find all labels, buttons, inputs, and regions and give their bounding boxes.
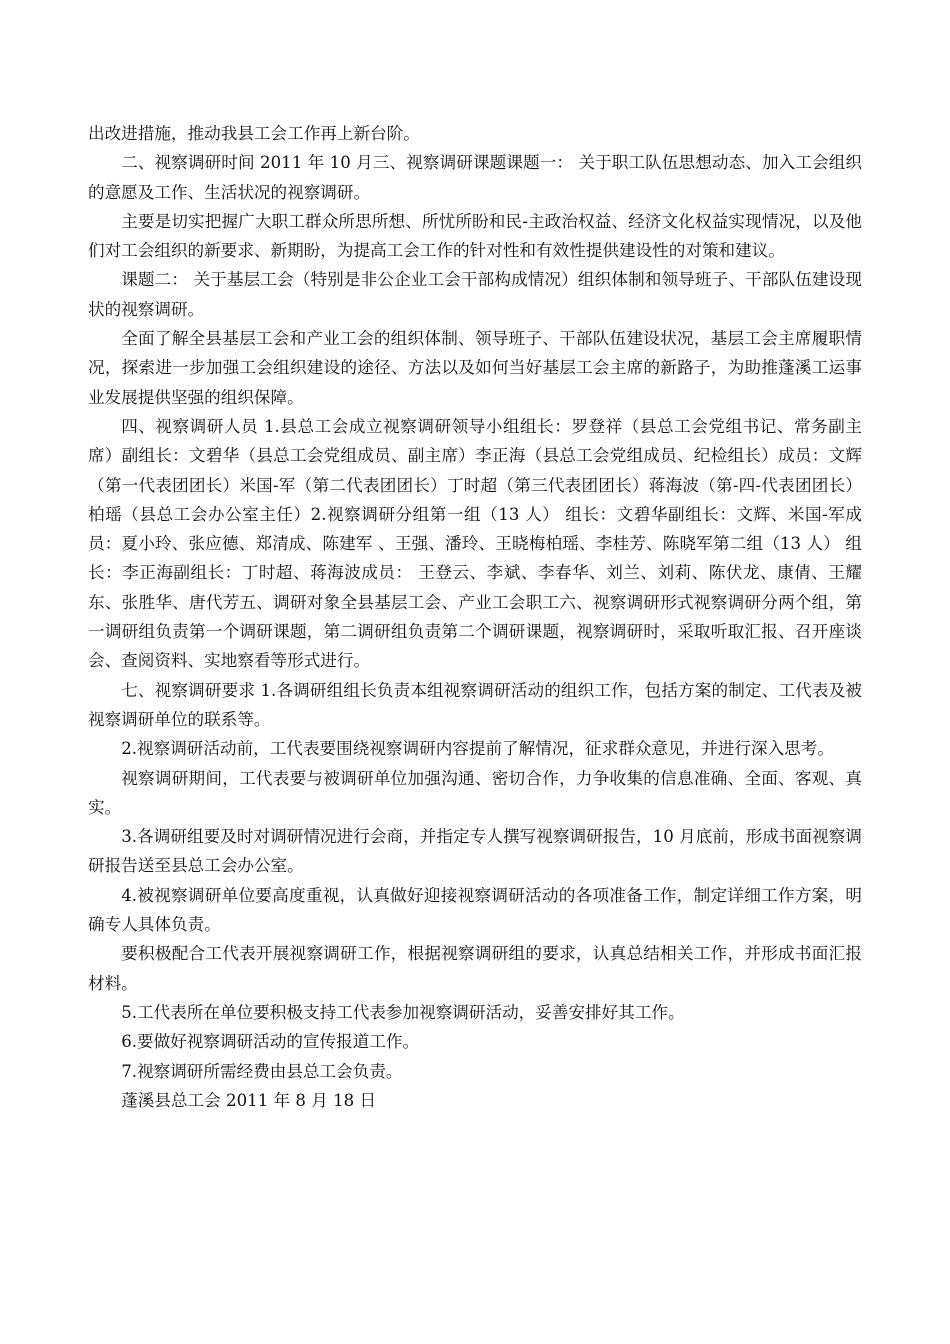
paragraph-topic-two-detail: 全面了解全县基层工会和产业工会的组织体制、领导班子、干部队伍建设状况，基层工会主席履职情况，探索进一步加强工会组织建设的途径、方法以及如何当好基层工会主席的新路子，为助推蓬溪工运事业发展提供坚强的组织保障。 — [88, 329, 862, 407]
paragraph-during-research: 视察调研期间，工代表要与被调研单位加强沟通、密切合作，力争收集的信息准确、全面、客观、真实。 — [88, 768, 862, 817]
paragraph-requirements-five: 5.工代表所在单位要积极支持工代表参加视察调研活动，妥善安排好其工作。 — [121, 1002, 685, 1022]
paragraph-requirements-seven: 7.视察调研所需经费由县总工会负责。 — [121, 1061, 403, 1081]
paragraph-requirements-six: 6.要做好视察调研活动的宣传报道工作。 — [121, 1032, 420, 1052]
paragraph-topic-one-detail: 主要是切实把握广大职工群众所思所想、所忧所盼和民-主政治权益、经济文化权益实现情况，以及他们对工会组织的新要求、新期盼，为提高工会工作的针对性和有效性提供建设性的对策和建议。 — [88, 211, 862, 261]
paragraph-requirements-three: 3.各调研组要及时对调研情况进行会商，并指定专人撰写视察调研报告，10 月底前，形成书面视察调研报告送至县总工会办公室。 — [88, 827, 862, 876]
paragraph-time-and-topic-one: 二、视察调研时间 2011 年 10 月三、视察调研课题课题一： 关于职工队伍思想动态、加入工会组织的意愿及工作、生活状况的视察调研。 — [88, 153, 862, 202]
paragraph-requirements-one: 七、视察调研要求 1.各调研组组长负责本组视察调研活动的组织工作，包括方案的制定、工代表及被视察调研单位的联系等。 — [88, 680, 862, 729]
signature-and-date: 蓬溪县总工会 2011 年 8 月 18 日 — [121, 1090, 377, 1110]
paragraph-topic-two: 课题二： 关于基层工会（特别是非公企业工会干部构成情况）组织体制和领导班子、干部队伍建设现状的视察调研。 — [88, 270, 862, 319]
paragraph-requirements-four: 4.被视察调研单位要高度重视，认真做好迎接视察调研活动的各项准备工作，制定详细工作方案，明确专人具体负责。 — [88, 885, 862, 935]
paragraph-personnel: 四、视察调研人员 1.县总工会成立视察调研领导小组组长：罗登祥（县总工会党组书记、常务副主席）副组长：文碧华（县总工会党组成员、副主席）李正海（县总工会党组成员、纪检组长）成员：文辉（第一代表团团长）米国-军（第二代表团团长）丁时超（第三代表团团长）蒋海波（第-四-代表团团长）柏瑶（县总工会办公室主任）2.视察调研分组第一组（13 人） 组长：文碧华副组长：文辉、米国-军成员：夏小玲、张应德、郑清成、陈建军 、王强、潘玲、王晓梅柏瑶、李桂芳、陈晓军第二组（13 人） 组长：李正海副组长：丁时超、蒋海波成员： 王登云、李斌、李春华、刘兰、刘莉、陈伏龙、康倩、王耀东、张胜华、唐代芳五、调研对象全县基层工会、产业工会职工六、视察调研形式视察调研分两个组，第一调研组负责第一个调研课题，第二调研组负责第二个调研课题，视察调研时，采取听取汇报、召开座谈会、查阅资料、实地察看等形式进行。 — [88, 416, 862, 671]
paragraph-requirements-two: 2.视察调研活动前，工代表要围绕视察调研内容提前了解情况，征求群众意见，并进行深入思考。 — [121, 739, 834, 759]
document-body — [88, 119, 862, 1115]
paragraph-cooperation: 要积极配合工代表开展视察调研工作，根据视察调研组的要求，认真总结相关工作，并形成书面汇报材料。 — [88, 944, 862, 993]
paragraph-intro-continuation: 出改进措施，推动我县工会工作再上新台阶。 — [88, 124, 420, 143]
